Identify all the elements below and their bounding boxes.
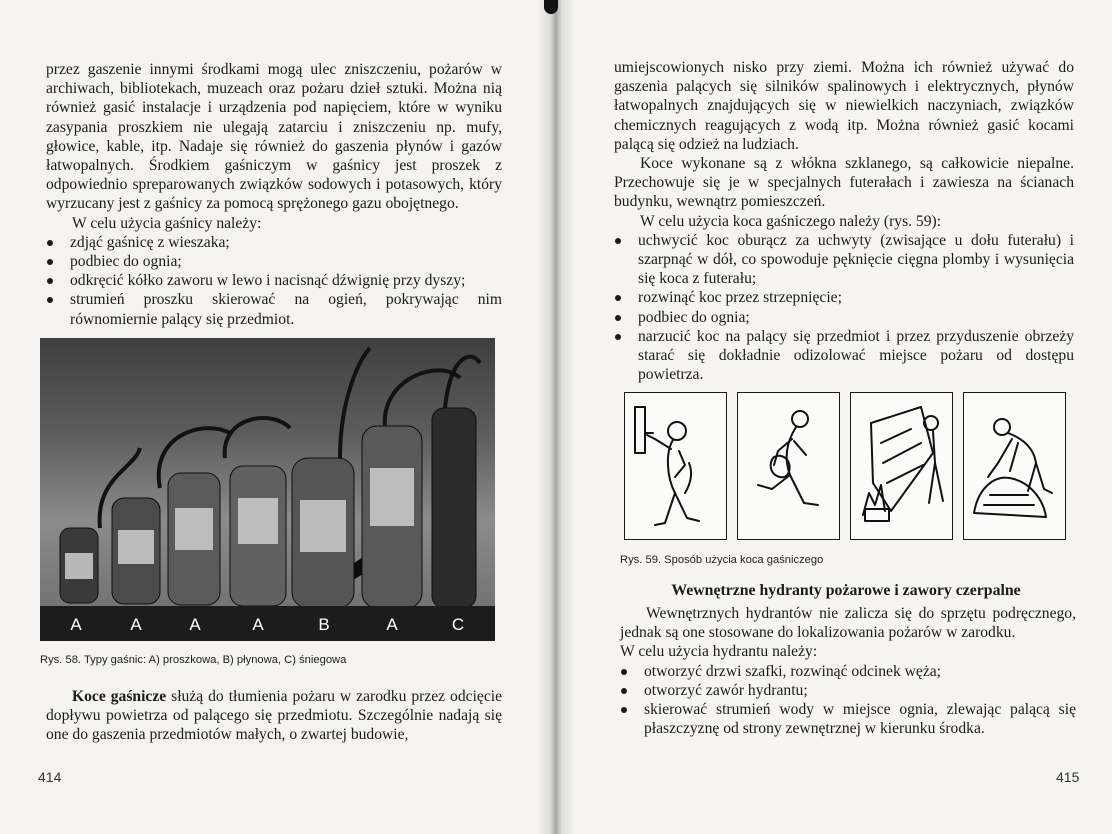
list-item: uchwycić koc oburącz za uchwyty (zwisające u dołu futerału) i szarpnąć w dół, co spowoduje pęknięcie cięgna plomby i wysunięcia się koca z futerału; <box>614 231 1074 289</box>
blankets-text: służą do tłumienia pożaru w zarodku przez odcięcie dopływu powietrza od palącego się przedmiotu. Szczególnie nadają się one do gaszenia przedmiotów małych, o zwartej budowie, <box>46 688 502 744</box>
panel-cover-fire <box>963 392 1066 540</box>
person-covering-icon <box>964 393 1064 538</box>
extinguisher-steps-list <box>46 233 502 329</box>
photo-letter: A <box>386 615 398 634</box>
left-paragraph-1: przez gaszenie innymi środkami mogą ulec zniszczeniu, pożarów w archiwach, bibliotekach, muzeach oraz pożaru dzieł sztuki. Można nią również gasić instalacje i urządzenia pod napięciem, które w wyniku zasypania proszkiem nie ulegają zatarciu i zniszczeniu np. mufy, głowice, kable, itp. Nadaje się również do gaszenia płynów i gazów łatwopalnych. Środkiem gaśniczym w gaśnicy jest proszek z odpowiednio spreparowanych związków sodowych i potasowych, który wyrzucany jest z gaśnicy za pomocą sprężonego gazu obojętnego. <box>46 61 502 213</box>
page-number-left: 414 <box>38 769 62 785</box>
list-item: rozwinąć koc przez strzepnięcie; <box>614 288 1074 307</box>
left-text-column <box>46 60 502 329</box>
blanket-steps-list <box>614 231 1074 385</box>
list-item: podbiec do ognia; <box>46 252 502 271</box>
gutter-shadow <box>544 0 558 14</box>
list-item: skierować strumień wody w miejsce ognia, zlewając palącą się płaszczyznę od strony zewnętrznej w kierunku środka. <box>620 700 1076 738</box>
list-item: narzucić koc na palący się przedmiot i przez przyduszenie obrzeży starać się dokładnie odizolować miejsce pożaru od dostępu powietrza. <box>614 327 1074 385</box>
page-number-right: 415 <box>1056 769 1080 785</box>
photo-letter: B <box>318 615 330 634</box>
blanket-on-fire-icon <box>851 393 951 538</box>
extinguisher-intro: W celu użycia gaśnicy należy: <box>72 214 262 232</box>
list-item: strumień proszku skierować na ogień, pokrywając nim równomiernie palący się przedmiot. <box>46 290 502 328</box>
hydrant-steps-list <box>620 662 1076 739</box>
photo-letter: A <box>189 615 201 634</box>
photo-letter: A <box>252 615 264 634</box>
extinguishers-photo <box>40 338 495 641</box>
hydrant-paragraph: Wewnętrznych hydrantów nie zalicza się do sprzętu podręcznego, jednak są one stosowane do lokalizowania pożarów w zarodku. <box>620 605 1076 642</box>
panel-throw-blanket <box>850 392 953 540</box>
right-paragraph-2: Koce wykonane są z włókna szklanego, są całkowicie niepalne. Przechowuje się je w specjalnych futerałach i zawiesza na ścianach budynku, wewnątrz pomieszczeń. <box>614 155 1074 211</box>
book-gutter <box>537 0 575 834</box>
list-item: otworzyć zawór hydrantu; <box>620 681 1076 700</box>
blankets-paragraph <box>46 687 502 745</box>
figure-59-panels <box>624 392 1064 542</box>
blanket-intro: W celu użycia koca gaśniczego należy (rys. 59): <box>640 212 942 230</box>
list-item: podbiec do ognia; <box>614 308 1074 327</box>
panel-run-with-blanket <box>737 392 840 540</box>
photo-letter: A <box>130 615 142 634</box>
extinguishers-illustration <box>40 338 495 641</box>
panel-pull-blanket <box>624 392 727 540</box>
list-item: otworzyć drzwi szafki, rozwinąć odcinek węża; <box>620 662 1076 681</box>
person-running-icon <box>738 393 838 538</box>
figure-58-caption: Rys. 58. Typy gaśnic: A) proszkowa, B) płynowa, C) śniegowa <box>40 654 347 666</box>
person-pulling-icon <box>625 393 725 538</box>
right-paragraph-1: umiejscowionych nisko przy ziemi. Można ich również używać do gaszenia palących się silników spalinowych i elektrycznych, płynów łatwopalnych znajdujących się w niewielkich naczyniach, związków chemicznych reagujących z wodą itp. Można również gasić kocami palącą się odzież na ludziach. <box>614 59 1074 153</box>
hydrant-section <box>620 604 1076 738</box>
hydrant-heading: Wewnętrzne hydranty pożarowe i zawory czerpalne <box>671 582 1021 599</box>
list-item: odkręcić kółko zaworu w lewo i nacisnąć dźwignię przy dyszy; <box>46 271 502 290</box>
list-item: zdjąć gaśnicę z wieszaka; <box>46 233 502 252</box>
figure-59-caption: Rys. 59. Sposób użycia koca gaśniczego <box>620 554 824 566</box>
right-text-column <box>614 58 1074 384</box>
hydrant-intro: W celu użycia hydrantu należy: <box>620 643 818 661</box>
blankets-term: Koce gaśnicze <box>72 688 167 705</box>
photo-letter: C <box>451 615 465 634</box>
photo-letter: A <box>70 615 82 634</box>
